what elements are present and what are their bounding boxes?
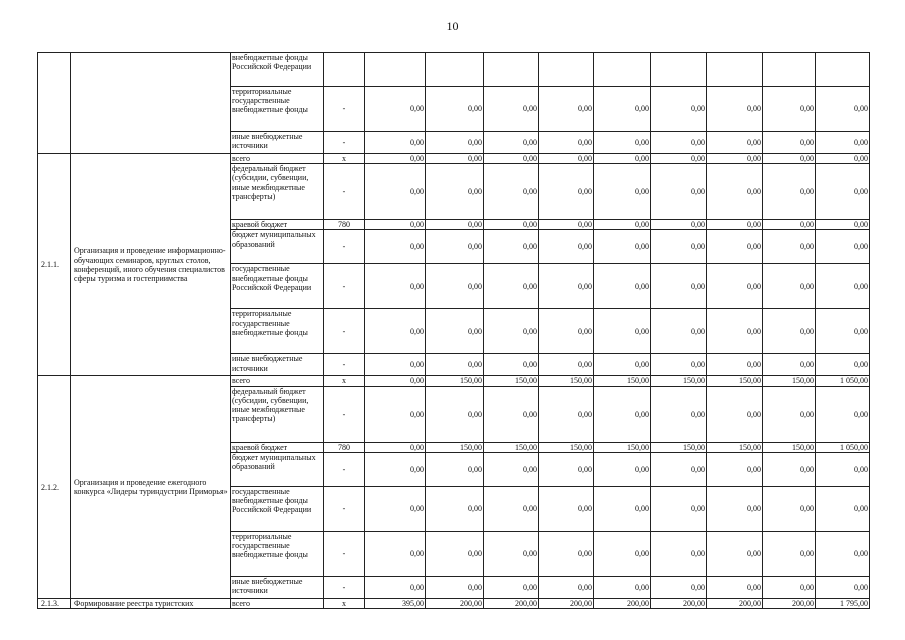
amount-cell: 200,00 — [707, 598, 763, 608]
amount-cell: 0,00 — [484, 154, 539, 164]
funding-source-cell: внебюджетные фонды Российской Федерации — [231, 53, 324, 87]
amount-cell: 0,00 — [594, 132, 651, 154]
amount-cell: 0,00 — [539, 386, 594, 442]
amount-cell: 0,00 — [365, 220, 426, 230]
amount-cell: 0,00 — [365, 386, 426, 442]
amount-cell: 0,00 — [365, 442, 426, 452]
amount-cell: 0,00 — [651, 154, 707, 164]
amount-cell: 0,00 — [763, 576, 816, 598]
amount-cell: 150,00 — [707, 376, 763, 386]
amount-cell: 0,00 — [539, 87, 594, 132]
budget-code-cell: - — [324, 230, 365, 264]
amount-cell: 0,00 — [651, 132, 707, 154]
amount-cell: 0,00 — [816, 87, 870, 132]
amount-cell: 0,00 — [763, 354, 816, 376]
budget-code-cell: - — [324, 486, 365, 531]
amount-cell: 0,00 — [484, 576, 539, 598]
amount-cell: 0,00 — [484, 230, 539, 264]
amount-cell: 0,00 — [539, 576, 594, 598]
amount-cell: 0,00 — [763, 531, 816, 576]
amount-cell: 150,00 — [426, 442, 484, 452]
amount-cell: 0,00 — [651, 486, 707, 531]
amount-cell: 0,00 — [426, 531, 484, 576]
funding-source-cell: федеральный бюджет (субсидии, субвенции, иные межбюджетные трансферты) — [231, 386, 324, 442]
budget-code-cell: - — [324, 354, 365, 376]
amount-cell: 0,00 — [594, 486, 651, 531]
amount-cell: 0,00 — [539, 264, 594, 309]
amount-cell — [816, 53, 870, 87]
amount-cell: 0,00 — [816, 164, 870, 220]
amount-cell: 0,00 — [651, 354, 707, 376]
amount-cell: 0,00 — [651, 309, 707, 354]
amount-cell: 0,00 — [365, 309, 426, 354]
item-name-cell: Формирование реестра туристских — [71, 598, 231, 608]
amount-cell: 0,00 — [365, 154, 426, 164]
amount-cell: 0,00 — [484, 486, 539, 531]
amount-cell: 0,00 — [816, 220, 870, 230]
funding-source-cell: территориальные государственные внебюджетные фонды — [231, 87, 324, 132]
amount-cell: 0,00 — [539, 486, 594, 531]
funding-source-cell: всего — [231, 598, 324, 608]
budget-code-cell: - — [324, 164, 365, 220]
amount-cell: 0,00 — [365, 264, 426, 309]
amount-cell: 0,00 — [484, 309, 539, 354]
budget-code-cell: - — [324, 309, 365, 354]
funding-source-cell: иные внебюджетные источники — [231, 132, 324, 154]
item-index-cell: 2.1.1. — [38, 154, 71, 376]
amount-cell: 200,00 — [426, 598, 484, 608]
amount-cell: 0,00 — [426, 132, 484, 154]
amount-cell: 150,00 — [651, 376, 707, 386]
amount-cell: 1 050,00 — [816, 442, 870, 452]
amount-cell: 0,00 — [484, 452, 539, 486]
item-index-cell — [38, 53, 71, 154]
amount-cell: 0,00 — [707, 452, 763, 486]
amount-cell: 0,00 — [763, 132, 816, 154]
budget-code-cell: - — [324, 132, 365, 154]
amount-cell: 150,00 — [651, 442, 707, 452]
amount-cell — [651, 53, 707, 87]
amount-cell: 150,00 — [594, 376, 651, 386]
amount-cell: 0,00 — [539, 154, 594, 164]
amount-cell: 0,00 — [763, 452, 816, 486]
table-row — [38, 376, 870, 386]
amount-cell: 0,00 — [763, 486, 816, 531]
item-index-cell: 2.1.2. — [38, 376, 71, 598]
amount-cell: 150,00 — [539, 376, 594, 386]
amount-cell: 150,00 — [426, 376, 484, 386]
amount-cell: 0,00 — [594, 386, 651, 442]
amount-cell: 150,00 — [707, 442, 763, 452]
amount-cell: 0,00 — [484, 164, 539, 220]
amount-cell: 0,00 — [707, 230, 763, 264]
amount-cell: 1 050,00 — [816, 376, 870, 386]
amount-cell: 0,00 — [484, 386, 539, 442]
amount-cell: 0,00 — [594, 154, 651, 164]
amount-cell: 0,00 — [426, 154, 484, 164]
amount-cell: 0,00 — [763, 220, 816, 230]
amount-cell: 0,00 — [539, 164, 594, 220]
budget-code-cell: - — [324, 576, 365, 598]
amount-cell: 0,00 — [763, 154, 816, 164]
amount-cell: 0,00 — [594, 309, 651, 354]
budget-code-cell: х — [324, 154, 365, 164]
amount-cell: 0,00 — [816, 386, 870, 442]
amount-cell: 0,00 — [539, 531, 594, 576]
amount-cell: 0,00 — [594, 531, 651, 576]
budget-code-cell: - — [324, 87, 365, 132]
amount-cell: 0,00 — [365, 452, 426, 486]
table-body — [38, 53, 870, 609]
amount-cell: 200,00 — [651, 598, 707, 608]
amount-cell: 0,00 — [426, 486, 484, 531]
amount-cell: 0,00 — [763, 386, 816, 442]
amount-cell: 0,00 — [707, 576, 763, 598]
budget-code-cell: 780 — [324, 442, 365, 452]
funding-source-cell: иные внебюджетные источники — [231, 576, 324, 598]
budget-code-cell: - — [324, 264, 365, 309]
amount-cell: 0,00 — [707, 264, 763, 309]
budget-code-cell: х — [324, 376, 365, 386]
amount-cell: 150,00 — [539, 442, 594, 452]
table-row — [38, 154, 870, 164]
amount-cell: 0,00 — [651, 230, 707, 264]
amount-cell: 200,00 — [594, 598, 651, 608]
amount-cell: 0,00 — [816, 230, 870, 264]
budget-table — [37, 52, 870, 609]
amount-cell: 0,00 — [816, 354, 870, 376]
amount-cell: 0,00 — [763, 87, 816, 132]
amount-cell: 0,00 — [707, 486, 763, 531]
amount-cell — [763, 53, 816, 87]
amount-cell: 0,00 — [594, 452, 651, 486]
item-name-cell: Организация и проведение ежегодного конкурса «Лидеры туриндустрии Приморья» — [71, 376, 231, 598]
amount-cell: 0,00 — [816, 486, 870, 531]
amount-cell: 0,00 — [365, 486, 426, 531]
budget-code-cell: - — [324, 386, 365, 442]
funding-source-cell: государственные внебюджетные фонды Российской Федерации — [231, 264, 324, 309]
amount-cell: 0,00 — [707, 154, 763, 164]
amount-cell: 0,00 — [365, 354, 426, 376]
budget-code-cell: - — [324, 452, 365, 486]
amount-cell: 0,00 — [484, 264, 539, 309]
funding-source-cell: всего — [231, 154, 324, 164]
amount-cell: 0,00 — [763, 309, 816, 354]
amount-cell: 0,00 — [707, 132, 763, 154]
amount-cell: 0,00 — [539, 220, 594, 230]
budget-code-cell: - — [324, 531, 365, 576]
funding-source-cell: территориальные государственные внебюджетные фонды — [231, 309, 324, 354]
amount-cell: 0,00 — [707, 531, 763, 576]
amount-cell: 0,00 — [816, 264, 870, 309]
amount-cell: 0,00 — [484, 531, 539, 576]
amount-cell: 0,00 — [539, 132, 594, 154]
funding-source-cell: бюджет муниципальных образований — [231, 452, 324, 486]
amount-cell: 0,00 — [484, 87, 539, 132]
amount-cell: 0,00 — [365, 164, 426, 220]
funding-source-cell: государственные внебюджетные фонды Российской Федерации — [231, 486, 324, 531]
amount-cell — [426, 53, 484, 87]
funding-source-cell: иные внебюджетные источники — [231, 354, 324, 376]
amount-cell: 0,00 — [426, 87, 484, 132]
amount-cell: 0,00 — [816, 452, 870, 486]
amount-cell: 0,00 — [651, 452, 707, 486]
amount-cell: 0,00 — [651, 264, 707, 309]
amount-cell: 200,00 — [539, 598, 594, 608]
amount-cell: 0,00 — [707, 309, 763, 354]
amount-cell: 0,00 — [365, 230, 426, 264]
amount-cell: 0,00 — [365, 376, 426, 386]
amount-cell: 0,00 — [707, 87, 763, 132]
amount-cell: 0,00 — [816, 132, 870, 154]
amount-cell: 0,00 — [426, 386, 484, 442]
item-name-cell — [71, 53, 231, 154]
amount-cell: 0,00 — [651, 164, 707, 220]
item-index-cell: 2.1.3. — [38, 598, 71, 608]
amount-cell: 0,00 — [594, 230, 651, 264]
amount-cell: 0,00 — [426, 354, 484, 376]
amount-cell: 0,00 — [484, 132, 539, 154]
amount-cell: 0,00 — [816, 531, 870, 576]
amount-cell: 0,00 — [365, 132, 426, 154]
amount-cell — [707, 53, 763, 87]
page-number: 10 — [446, 19, 459, 33]
amount-cell: 200,00 — [484, 598, 539, 608]
amount-cell: 150,00 — [484, 376, 539, 386]
amount-cell: 0,00 — [651, 576, 707, 598]
amount-cell: 0,00 — [594, 264, 651, 309]
amount-cell: 0,00 — [651, 87, 707, 132]
amount-cell: 0,00 — [426, 164, 484, 220]
amount-cell: 0,00 — [484, 354, 539, 376]
amount-cell: 0,00 — [594, 220, 651, 230]
amount-cell: 0,00 — [816, 576, 870, 598]
amount-cell: 0,00 — [763, 264, 816, 309]
budget-code-cell: 780 — [324, 220, 365, 230]
funding-source-cell: бюджет муниципальных образований — [231, 230, 324, 264]
amount-cell: 0,00 — [651, 386, 707, 442]
amount-cell: 0,00 — [426, 230, 484, 264]
funding-source-cell: краевой бюджет — [231, 442, 324, 452]
amount-cell: 150,00 — [484, 442, 539, 452]
amount-cell: 150,00 — [594, 442, 651, 452]
funding-source-cell: федеральный бюджет (субсидии, субвенции, иные межбюджетные трансферты) — [231, 164, 324, 220]
amount-cell: 1 795,00 — [816, 598, 870, 608]
amount-cell: 0,00 — [707, 386, 763, 442]
table-row — [38, 53, 870, 87]
amount-cell: 0,00 — [594, 87, 651, 132]
amount-cell: 0,00 — [426, 576, 484, 598]
funding-source-cell: краевой бюджет — [231, 220, 324, 230]
amount-cell: 0,00 — [365, 531, 426, 576]
amount-cell: 0,00 — [707, 354, 763, 376]
amount-cell: 0,00 — [365, 576, 426, 598]
amount-cell: 0,00 — [763, 230, 816, 264]
amount-cell — [484, 53, 539, 87]
amount-cell: 0,00 — [426, 220, 484, 230]
amount-cell: 0,00 — [539, 452, 594, 486]
amount-cell: 0,00 — [763, 164, 816, 220]
amount-cell: 0,00 — [426, 309, 484, 354]
amount-cell: 0,00 — [539, 309, 594, 354]
funding-source-cell: всего — [231, 376, 324, 386]
amount-cell: 0,00 — [594, 576, 651, 598]
amount-cell: 0,00 — [484, 220, 539, 230]
item-name-cell: Организация и проведение информационно-обучающих семинаров, круглых столов, конференций, иного обучения специалистов сферы туризма и гостеприимства — [71, 154, 231, 376]
table-row — [38, 598, 870, 608]
amount-cell: 0,00 — [707, 220, 763, 230]
amount-cell: 0,00 — [707, 164, 763, 220]
amount-cell: 0,00 — [426, 264, 484, 309]
amount-cell — [594, 53, 651, 87]
amount-cell: 0,00 — [365, 87, 426, 132]
amount-cell: 0,00 — [594, 164, 651, 220]
amount-cell — [539, 53, 594, 87]
amount-cell: 0,00 — [426, 452, 484, 486]
amount-cell: 150,00 — [763, 376, 816, 386]
amount-cell: 395,00 — [365, 598, 426, 608]
amount-cell — [365, 53, 426, 87]
amount-cell: 0,00 — [651, 531, 707, 576]
budget-code-cell: х — [324, 598, 365, 608]
budget-code-cell — [324, 53, 365, 87]
amount-cell: 0,00 — [594, 354, 651, 376]
amount-cell: 150,00 — [763, 442, 816, 452]
amount-cell: 0,00 — [816, 309, 870, 354]
amount-cell: 0,00 — [539, 230, 594, 264]
amount-cell: 200,00 — [763, 598, 816, 608]
amount-cell: 0,00 — [816, 154, 870, 164]
amount-cell: 0,00 — [539, 354, 594, 376]
amount-cell: 0,00 — [651, 220, 707, 230]
funding-source-cell: территориальные государственные внебюджетные фонды — [231, 531, 324, 576]
